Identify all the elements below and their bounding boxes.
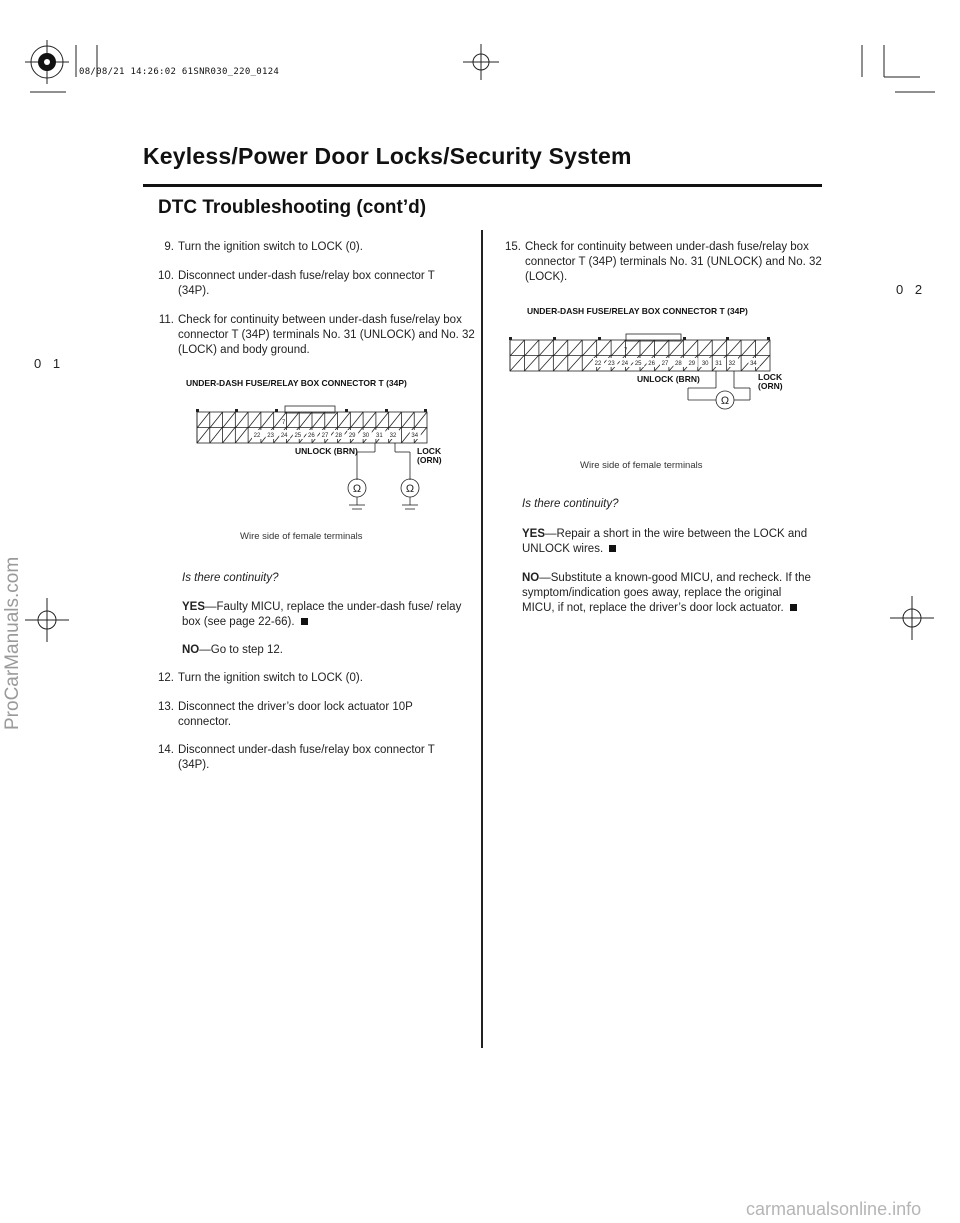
margin-number-left: 0 1 — [34, 356, 65, 371]
watermark-vertical: ProCarManuals.com — [2, 556, 23, 730]
terminal-number: 31 — [376, 433, 383, 439]
unlock-wire-label-left: UNLOCK (BRN) — [295, 446, 358, 456]
terminal-number: 30 — [362, 433, 370, 439]
question-left: Is there continuity? — [182, 572, 279, 584]
figure-caption-left: Wire side of female terminals — [240, 531, 363, 542]
lock-wire-label-left-2: (ORN) — [417, 455, 442, 465]
ohmmeter-icon: Ω — [352, 483, 362, 495]
end-square-icon — [790, 604, 797, 611]
terminal-number: 22 — [594, 361, 602, 367]
title-rule — [143, 184, 822, 187]
terminal-number: 26 — [648, 361, 655, 367]
connector-label-right: UNDER-DASH FUSE/RELAY BOX CONNECTOR T (34P) — [527, 306, 748, 316]
terminal-number: 30 — [701, 361, 709, 367]
watermark-footer: carmanualsonline.info — [746, 1199, 922, 1219]
end-square-icon — [301, 618, 308, 625]
terminal-number: 27 — [321, 433, 329, 439]
terminal-number: 28 — [335, 433, 342, 439]
terminal-number: 29 — [348, 433, 356, 439]
figure-caption-right: Wire side of female terminals — [580, 460, 703, 471]
terminal-number: 23 — [608, 361, 615, 367]
terminal-number: 28 — [675, 361, 682, 367]
connector-tabs-left — [196, 409, 427, 412]
terminal-number: 23 — [267, 433, 274, 439]
lock-wire-label-right-1: LOCK — [758, 372, 783, 382]
connector-tabs-right — [509, 337, 770, 340]
connector-label-left: UNDER-DASH FUSE/RELAY BOX CONNECTOR T (34P) — [186, 378, 407, 388]
connector-diagram-left — [185, 400, 445, 520]
question-right: Is there continuity? — [522, 498, 619, 510]
terminal-number: 32 — [389, 433, 397, 439]
terminal-number: 22 — [253, 433, 261, 439]
terminal-number: 32 — [728, 361, 736, 367]
unlock-wire-label-right: UNLOCK (BRN) — [637, 374, 700, 384]
terminal-number: 34 — [411, 433, 419, 439]
column-divider — [481, 230, 483, 1048]
terminal-numbers-left — [252, 430, 421, 439]
terminal-numbers-right — [593, 358, 759, 367]
end-square-icon — [609, 545, 616, 552]
terminal-number: 26 — [308, 433, 315, 439]
terminal-number: 29 — [688, 361, 696, 367]
margin-number-right: 0 2 — [896, 282, 927, 297]
ohmmeter-icon: Ω — [720, 395, 730, 407]
yes-answer-right: YES—Repair a short in the wire between the LOCK and UNLOCK wires. — [522, 528, 808, 555]
terminal-7-right: 7 — [624, 348, 628, 354]
terminal-number: 25 — [294, 433, 302, 439]
right-column: 15. Check for continuity between under-dash fuse/relay box connector T (34P) terminals No. 31 (UNLOCK) and No. 32 (LOCK). — [505, 241, 822, 283]
section-subtitle: DTC Troubleshooting (cont’d) — [158, 197, 427, 218]
print-timestamp: 08/08/21 14:26:02 61SNR030_220_0124 — [79, 67, 280, 77]
ohmmeter-icon: Ω — [405, 483, 415, 495]
no-answer-left: NO—Go to step 12. — [182, 644, 283, 656]
lock-wire-label-right-2: (ORN) — [758, 381, 783, 391]
no-answer-right: NO—Substitute a known-good MICU, and recheck. If the symptom/indication goes away, replace the original MICU, if not, replace the driver’s door lock actuator. — [522, 572, 811, 614]
page-title: Keyless/Power Door Locks/Security System — [143, 143, 632, 169]
yes-answer-left: YES—Faulty MICU, replace the under-dash fuse/ relay box (see page 22-66). — [182, 601, 462, 628]
terminal-number: 27 — [661, 361, 669, 367]
terminal-number: 31 — [715, 361, 722, 367]
terminal-7-left: 7 — [282, 420, 286, 426]
left-column-continued: 12. Turn the ignition switch to LOCK (0). 13. Disconnect the driver’s door lock actuator 10P connector. 14. Disconnect under-dash fuse/relay box connector T (34P). — [158, 672, 435, 771]
terminal-number: 34 — [750, 361, 757, 367]
terminal-number: 25 — [634, 361, 642, 367]
left-column: 9. Turn the ignition switch to LOCK (0). 10. Disconnect under-dash fuse/relay box connector T (34P). 11. Check for continuity between under-dash fuse/relay box connector T (34P) terminals No. 31 (UNLOCK) and No. 32 (LOCK) and body ground. — [158, 241, 475, 356]
terminal-number: 24 — [280, 433, 288, 439]
lock-wire-label-left-1: LOCK — [417, 446, 442, 456]
connector-diagram-right — [498, 328, 788, 413]
terminal-number: 24 — [621, 361, 629, 367]
